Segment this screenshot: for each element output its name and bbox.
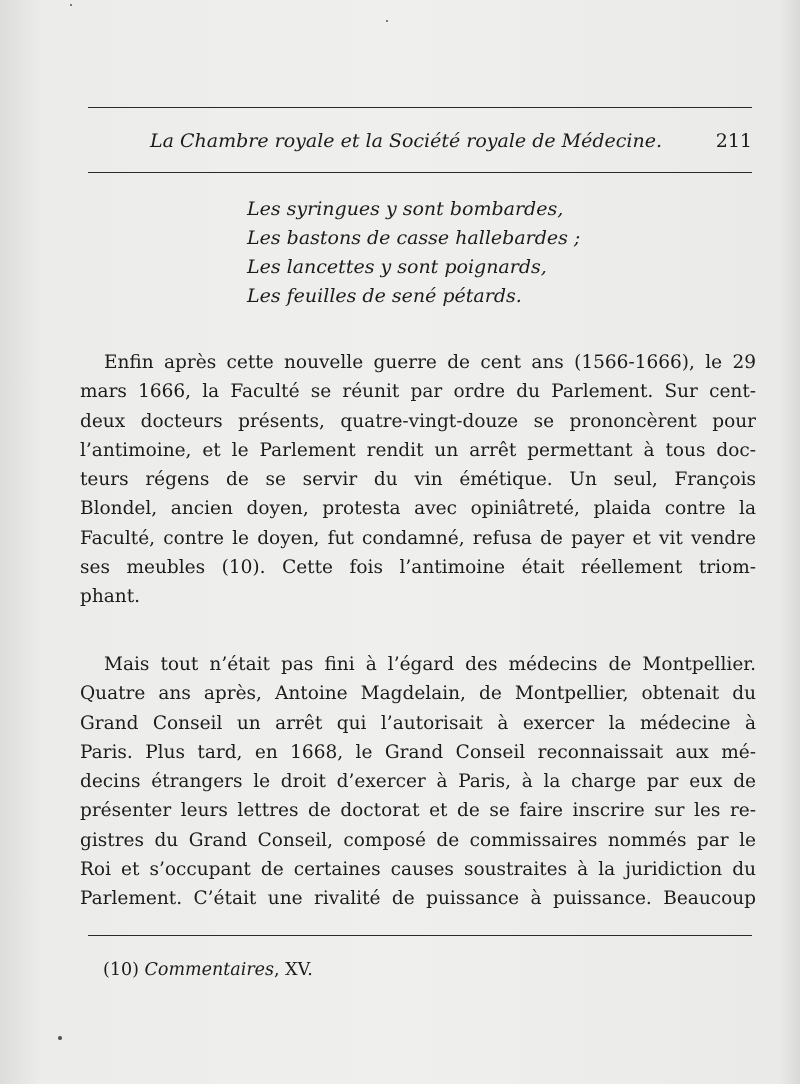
text-line: Quatre ans après, Antoine Magdelain, de Montpellier, obtenait du <box>80 683 756 705</box>
running-title: La Chambre royale et la Société royale de Médecine. <box>150 130 663 152</box>
ink-speck <box>70 4 72 6</box>
verse-line: Les bastons de casse hallebardes ; <box>247 227 581 249</box>
ink-speck <box>58 1036 62 1040</box>
running-head <box>88 124 752 158</box>
text-line: deux docteurs présents, quatre-vingt-douze se prononcèrent pour <box>80 410 756 432</box>
text-line: Enfin après cette nouvelle guerre de cent ans (1566-1666), le 29 <box>104 352 756 373</box>
footnote-number: (10) <box>103 960 139 980</box>
text-line: gistres du Grand Conseil, composé de commissaires nommés par le <box>80 829 756 851</box>
paragraph-antimoine <box>80 348 756 612</box>
text-line: phant. <box>80 586 141 608</box>
ink-speck <box>386 20 388 22</box>
footnote-rule <box>88 935 752 936</box>
text-line: mars 1666, la Faculté se réunit par ordre du Parlement. Sur cent- <box>80 381 756 403</box>
text-line: Roi et s’occupant de certaines causes soustraites à la juridiction du <box>80 859 756 881</box>
text-line: Faculté, contre le doyen, fut condamné, refusa de payer et vit vendre <box>80 527 756 549</box>
verse-line: Les feuilles de sené pétards. <box>247 285 522 307</box>
text-line: decins étrangers le droit d’exercer à Paris, à la charge par eux de <box>80 771 756 793</box>
footnote-title: Commentaires <box>144 960 275 980</box>
verse-line: Les syringues y sont bombardes, <box>247 198 564 220</box>
text-line: Grand Conseil un arrêt qui l’autorisait à exercer la médecine à <box>80 712 756 734</box>
page-number: 211 <box>715 130 752 152</box>
paragraph-montpellier <box>80 650 756 914</box>
text-line: Parlement. C’était une rivalité de puissance à puissance. Beaucoup <box>80 888 756 910</box>
text-line: ses meubles (10). Cette fois l’antimoine était réellement triom- <box>80 557 756 579</box>
verse-line: Les lancettes y sont poignards, <box>247 256 547 278</box>
text-line: présenter leurs lettres de doctorat et de se faire inscrire sur les re- <box>80 800 756 822</box>
footnote <box>103 956 313 984</box>
footnote-suffix: , XV. <box>274 960 313 980</box>
header-rule <box>88 172 752 173</box>
text-line: Mais tout n’était pas fini à l’égard des médecins de Montpellier. <box>104 654 756 675</box>
text-line: Paris. Plus tard, en 1668, le Grand Conseil reconnaissait aux mé- <box>80 741 756 763</box>
text-line: l’antimoine, et le Parlement rendit un arrêt permettant à tous doc- <box>80 439 756 461</box>
text-line: teurs régens de se servir du vin émétique. Un seul, François <box>80 469 756 491</box>
top-rule <box>88 107 752 108</box>
verse-quotation <box>247 195 667 311</box>
text-line: Blondel, ancien doyen, protesta avec opiniâtreté, plaida contre la <box>80 498 756 520</box>
